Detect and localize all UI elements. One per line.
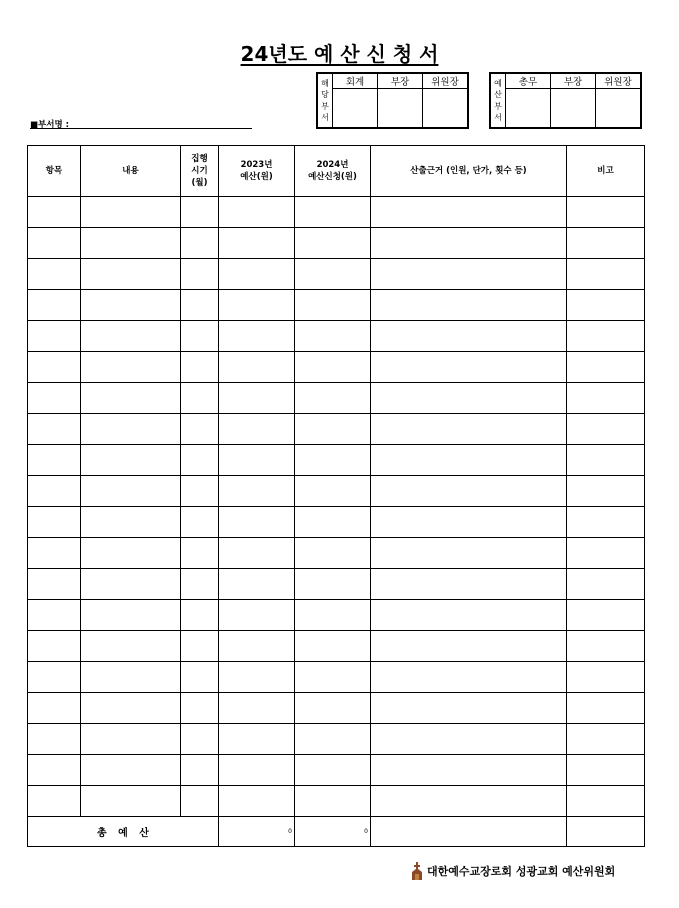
content-cell[interactable]: [81, 321, 181, 352]
footer: [410, 862, 615, 880]
table-row: [28, 662, 645, 693]
content-cell[interactable]: [81, 290, 181, 321]
content-cell[interactable]: [81, 755, 181, 786]
budget-2024-cell[interactable]: [295, 197, 371, 228]
header-basis: 산출근거 (인원, 단가, 횟수 등): [371, 146, 567, 197]
basis-cell[interactable]: [371, 724, 567, 755]
budget-2023-cell[interactable]: [219, 321, 295, 352]
note-cell[interactable]: [567, 569, 645, 600]
table-row: [28, 197, 645, 228]
note-cell[interactable]: [567, 290, 645, 321]
period-cell[interactable]: [181, 383, 219, 414]
content-cell[interactable]: [81, 662, 181, 693]
basis-cell[interactable]: [371, 755, 567, 786]
signature-cell[interactable]: [378, 89, 423, 129]
header-item: 항목: [28, 146, 81, 197]
budget-2023-cell[interactable]: [219, 352, 295, 383]
period-cell[interactable]: [181, 197, 219, 228]
item-cell[interactable]: [28, 662, 81, 693]
basis-cell[interactable]: [371, 290, 567, 321]
page-title: 24년도 예 산 신 청 서: [240, 42, 439, 66]
table-row: [28, 383, 645, 414]
signature-cell[interactable]: [506, 89, 551, 129]
signature-cell[interactable]: [423, 89, 469, 129]
budget-table: [27, 145, 645, 847]
basis-cell[interactable]: [371, 228, 567, 259]
budget-2023-cell[interactable]: [219, 755, 295, 786]
basis-cell[interactable]: [371, 445, 567, 476]
basis-cell[interactable]: [371, 693, 567, 724]
content-cell[interactable]: [81, 414, 181, 445]
approval-header: 부장: [551, 73, 596, 89]
basis-cell[interactable]: [371, 786, 567, 817]
footer-org-name: 대한예수교장로회 성광교회 예산위원회: [427, 865, 616, 878]
content-cell[interactable]: [81, 445, 181, 476]
content-cell[interactable]: [81, 476, 181, 507]
budget-2024-cell[interactable]: [295, 414, 371, 445]
note-cell[interactable]: [567, 786, 645, 817]
item-cell[interactable]: [28, 414, 81, 445]
note-cell[interactable]: [567, 445, 645, 476]
table-row: [28, 259, 645, 290]
approval-header: 총무: [506, 73, 551, 89]
item-cell[interactable]: [28, 259, 81, 290]
basis-cell[interactable]: [371, 383, 567, 414]
budget-2023-cell[interactable]: [219, 538, 295, 569]
church-logo-icon: [410, 862, 424, 880]
item-cell[interactable]: [28, 507, 81, 538]
item-cell[interactable]: [28, 383, 81, 414]
approval-box-department: [316, 72, 469, 129]
header-content: 내용: [81, 146, 181, 197]
period-cell[interactable]: [181, 569, 219, 600]
budget-2023-cell[interactable]: [219, 631, 295, 662]
approval-side-label: 예 산 부 서: [490, 73, 506, 128]
item-cell[interactable]: [28, 538, 81, 569]
note-cell[interactable]: [567, 476, 645, 507]
approval-header: 회계: [333, 73, 378, 89]
content-cell[interactable]: [81, 786, 181, 817]
basis-cell[interactable]: [371, 259, 567, 290]
note-cell[interactable]: [567, 662, 645, 693]
approval-header: 위원장: [423, 73, 469, 89]
basis-cell[interactable]: [371, 662, 567, 693]
budget-2024-cell[interactable]: [295, 290, 371, 321]
item-cell[interactable]: [28, 631, 81, 662]
item-cell[interactable]: [28, 197, 81, 228]
note-cell[interactable]: [567, 538, 645, 569]
note-cell[interactable]: [567, 755, 645, 786]
department-input-line[interactable]: [30, 128, 252, 129]
basis-cell[interactable]: [371, 476, 567, 507]
basis-cell[interactable]: [371, 569, 567, 600]
note-cell[interactable]: [567, 631, 645, 662]
budget-2024-cell[interactable]: [295, 662, 371, 693]
content-cell[interactable]: [81, 538, 181, 569]
budget-2023-cell[interactable]: [219, 476, 295, 507]
budget-2024-cell[interactable]: [295, 445, 371, 476]
note-cell[interactable]: [567, 321, 645, 352]
period-cell[interactable]: [181, 228, 219, 259]
note-cell[interactable]: [567, 414, 645, 445]
approval-header: 부장: [378, 73, 423, 89]
content-cell[interactable]: [81, 197, 181, 228]
signature-cell[interactable]: [333, 89, 378, 129]
total-2024: 0: [295, 817, 371, 847]
note-cell[interactable]: [567, 352, 645, 383]
period-cell[interactable]: [181, 600, 219, 631]
basis-cell[interactable]: [371, 352, 567, 383]
budget-2023-cell[interactable]: [219, 507, 295, 538]
period-cell[interactable]: [181, 724, 219, 755]
total-label: 총 예 산: [28, 817, 219, 847]
table-row: [28, 631, 645, 662]
budget-2023-cell[interactable]: [219, 786, 295, 817]
department-label: ■부서명 :: [30, 120, 70, 130]
budget-2023-cell[interactable]: [219, 290, 295, 321]
budget-2024-cell[interactable]: [295, 321, 371, 352]
table-row: [28, 786, 645, 817]
header-note: 비고: [567, 146, 645, 197]
basis-cell[interactable]: [371, 631, 567, 662]
item-cell[interactable]: [28, 352, 81, 383]
budget-2024-cell[interactable]: [295, 538, 371, 569]
signature-cell[interactable]: [596, 89, 642, 129]
table-row: [28, 228, 645, 259]
budget-2023-cell[interactable]: [219, 383, 295, 414]
period-cell[interactable]: [181, 538, 219, 569]
header-budget-2024: 2024년 예산신청(원): [295, 146, 371, 197]
budget-2024-cell[interactable]: [295, 631, 371, 662]
budget-2024-cell[interactable]: [295, 228, 371, 259]
basis-cell[interactable]: [371, 321, 567, 352]
budget-2023-cell[interactable]: [219, 197, 295, 228]
period-cell[interactable]: [181, 352, 219, 383]
item-cell[interactable]: [28, 755, 81, 786]
note-cell[interactable]: [567, 259, 645, 290]
note-cell[interactable]: [567, 197, 645, 228]
period-cell[interactable]: [181, 259, 219, 290]
content-cell[interactable]: [81, 569, 181, 600]
total-basis-cell[interactable]: [371, 817, 567, 847]
item-cell[interactable]: [28, 321, 81, 352]
table-row: [28, 538, 645, 569]
item-cell[interactable]: [28, 786, 81, 817]
budget-2023-cell[interactable]: [219, 228, 295, 259]
period-cell[interactable]: [181, 476, 219, 507]
total-note-cell[interactable]: [567, 817, 645, 847]
budget-2024-cell[interactable]: [295, 693, 371, 724]
item-cell[interactable]: [28, 476, 81, 507]
approval-side-label: 해 당 부 서: [317, 73, 333, 128]
period-cell[interactable]: [181, 755, 219, 786]
period-cell[interactable]: [181, 414, 219, 445]
content-cell[interactable]: [81, 383, 181, 414]
budget-2023-cell[interactable]: [219, 414, 295, 445]
budget-2023-cell[interactable]: [219, 724, 295, 755]
basis-cell[interactable]: [371, 507, 567, 538]
budget-2024-cell[interactable]: [295, 755, 371, 786]
table-row: [28, 476, 645, 507]
content-cell[interactable]: [81, 259, 181, 290]
period-cell[interactable]: [181, 693, 219, 724]
content-cell[interactable]: [81, 631, 181, 662]
item-cell[interactable]: [28, 600, 81, 631]
item-cell[interactable]: [28, 290, 81, 321]
budget-2023-cell[interactable]: [219, 693, 295, 724]
content-cell[interactable]: [81, 693, 181, 724]
content-cell[interactable]: [81, 600, 181, 631]
table-row: [28, 507, 645, 538]
budget-2024-cell[interactable]: [295, 352, 371, 383]
content-cell[interactable]: [81, 724, 181, 755]
basis-cell[interactable]: [371, 600, 567, 631]
table-row: [28, 321, 645, 352]
signature-cell[interactable]: [551, 89, 596, 129]
budget-2023-cell[interactable]: [219, 259, 295, 290]
period-cell[interactable]: [181, 445, 219, 476]
budget-2023-cell[interactable]: [219, 445, 295, 476]
budget-2024-cell[interactable]: [295, 507, 371, 538]
table-row: [28, 693, 645, 724]
content-cell[interactable]: [81, 507, 181, 538]
content-cell[interactable]: [81, 352, 181, 383]
period-cell[interactable]: [181, 662, 219, 693]
note-cell[interactable]: [567, 600, 645, 631]
item-cell[interactable]: [28, 724, 81, 755]
period-cell[interactable]: [181, 290, 219, 321]
table-row: [28, 600, 645, 631]
table-row: [28, 755, 645, 786]
header-period: 집행 시기 (월): [181, 146, 219, 197]
approval-box-budget: [489, 72, 642, 129]
basis-cell[interactable]: [371, 538, 567, 569]
item-cell[interactable]: [28, 445, 81, 476]
total-2023: 0: [219, 817, 295, 847]
budget-2024-cell[interactable]: [295, 724, 371, 755]
period-cell[interactable]: [181, 321, 219, 352]
table-row: [28, 445, 645, 476]
budget-2023-cell[interactable]: [219, 569, 295, 600]
budget-2024-cell[interactable]: [295, 786, 371, 817]
note-cell[interactable]: [567, 228, 645, 259]
budget-2024-cell[interactable]: [295, 600, 371, 631]
basis-cell[interactable]: [371, 414, 567, 445]
note-cell[interactable]: [567, 724, 645, 755]
table-row: [28, 352, 645, 383]
table-row: [28, 290, 645, 321]
budget-2024-cell[interactable]: [295, 383, 371, 414]
budget-2023-cell[interactable]: [219, 662, 295, 693]
period-cell[interactable]: [181, 631, 219, 662]
budget-2024-cell[interactable]: [295, 259, 371, 290]
item-cell[interactable]: [28, 693, 81, 724]
note-cell[interactable]: [567, 507, 645, 538]
budget-2024-cell[interactable]: [295, 569, 371, 600]
header-budget-2023: 2023년 예산(원): [219, 146, 295, 197]
note-cell[interactable]: [567, 693, 645, 724]
budget-2024-cell[interactable]: [295, 476, 371, 507]
item-cell[interactable]: [28, 228, 81, 259]
note-cell[interactable]: [567, 383, 645, 414]
content-cell[interactable]: [81, 228, 181, 259]
table-row: [28, 724, 645, 755]
table-row: [28, 569, 645, 600]
table-row: [28, 414, 645, 445]
item-cell[interactable]: [28, 569, 81, 600]
basis-cell[interactable]: [371, 197, 567, 228]
approval-header: 위원장: [596, 73, 642, 89]
period-cell[interactable]: [181, 786, 219, 817]
period-cell[interactable]: [181, 507, 219, 538]
budget-2023-cell[interactable]: [219, 600, 295, 631]
